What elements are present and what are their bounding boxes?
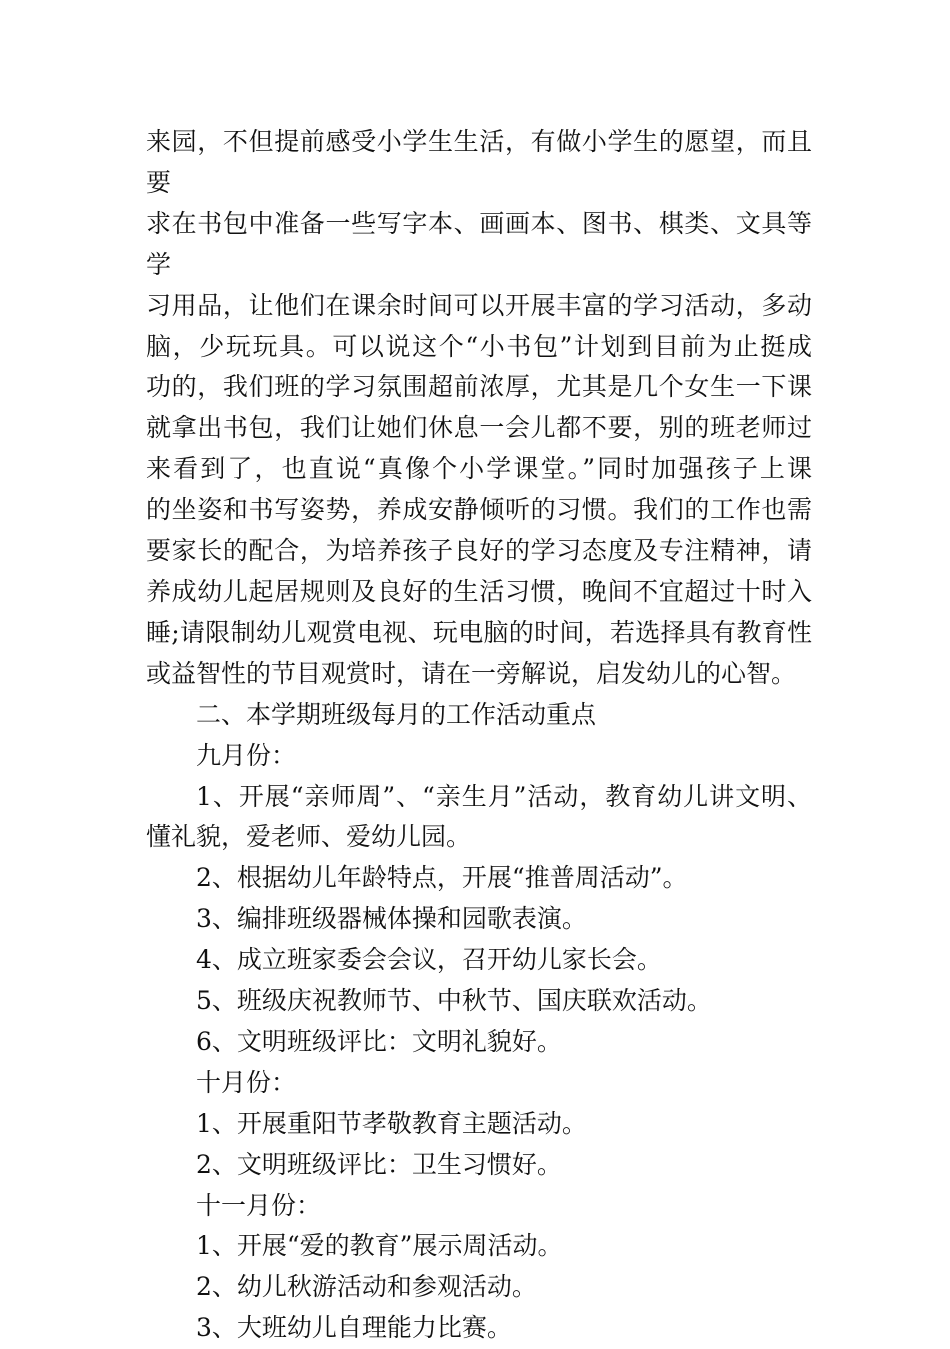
list-item: 3、编排班级器械体操和园歌表演。 [196, 904, 587, 934]
section-heading: 二、本学期班级每月的工作活动重点 [196, 699, 597, 729]
list-item: 4、成立班家委会会议，召开幼儿家长会。 [196, 945, 662, 975]
month-title-october: 十月份： [196, 1067, 297, 1097]
paragraph-line: 求在书包中准备一些写字本、画画本、图书、棋类、文具等学 [146, 208, 812, 279]
paragraph-line: 来看到了，也直说“真像个小学课堂。”同时加强孩子上课 [146, 454, 812, 484]
paragraph-line: 脑，少玩玩具。可以说这个“小书包”计划到目前为止挺成 [146, 331, 812, 361]
document-body [146, 122, 812, 1349]
list-item: 1、开展“亲师周”、“亲生月”活动，教育幼儿讲文明、 [196, 781, 812, 811]
list-item: 2、根据幼儿年龄特点，开展“推普周活动”。 [196, 863, 688, 893]
month-title-november: 十一月份： [196, 1190, 322, 1220]
paragraph-line: 或益智性的节目观赏时，请在一旁解说，启发幼儿的心智。 [146, 658, 797, 688]
paragraph-line: 来园，不但提前感受小学生生活，有做小学生的愿望，而且要 [146, 127, 812, 197]
list-item: 1、开展重阳节孝敬教育主题活动。 [196, 1108, 587, 1138]
list-item: 2、幼儿秋游活动和参观活动。 [196, 1272, 537, 1302]
list-item: 2、文明班级评比：卫生习惯好。 [196, 1149, 562, 1179]
paragraph-line: 养成幼儿起居规则及良好的生活习惯，晚间不宜超过十时入 [146, 576, 812, 606]
paragraph-line: 的坐姿和书写姿势，养成安静倾听的习惯。我们的工作也需 [146, 495, 812, 525]
paragraph-line: 就拿出书包，我们让她们休息一会儿都不要，别的班老师过 [146, 413, 812, 443]
paragraph-line: 习用品，让他们在课余时间可以开展丰富的学习活动，多动 [146, 290, 812, 320]
list-item: 1、开展“爱的教育”展示周活动。 [196, 1231, 563, 1261]
list-item-continuation: 懂礼貌，爱老师、爱幼儿园。 [146, 822, 472, 852]
list-item: 6、文明班级评比：文明礼貌好。 [196, 1026, 562, 1056]
month-title-september: 九月份： [196, 740, 297, 770]
list-item: 3、大班幼儿自理能力比赛。 [196, 1313, 512, 1343]
paragraph-line: 功的，我们班的学习氛围超前浓厚，尤其是几个女生一下课 [146, 372, 812, 402]
paragraph-line: 要家长的配合，为培养孩子良好的学习态度及专注精神，请 [146, 536, 812, 566]
list-item: 5、班级庆祝教师节、中秋节、国庆联欢活动。 [196, 986, 712, 1016]
paragraph-line: 睡;请限制幼儿观赏电视、玩电脑的时间，若选择具有教育性 [146, 617, 812, 647]
